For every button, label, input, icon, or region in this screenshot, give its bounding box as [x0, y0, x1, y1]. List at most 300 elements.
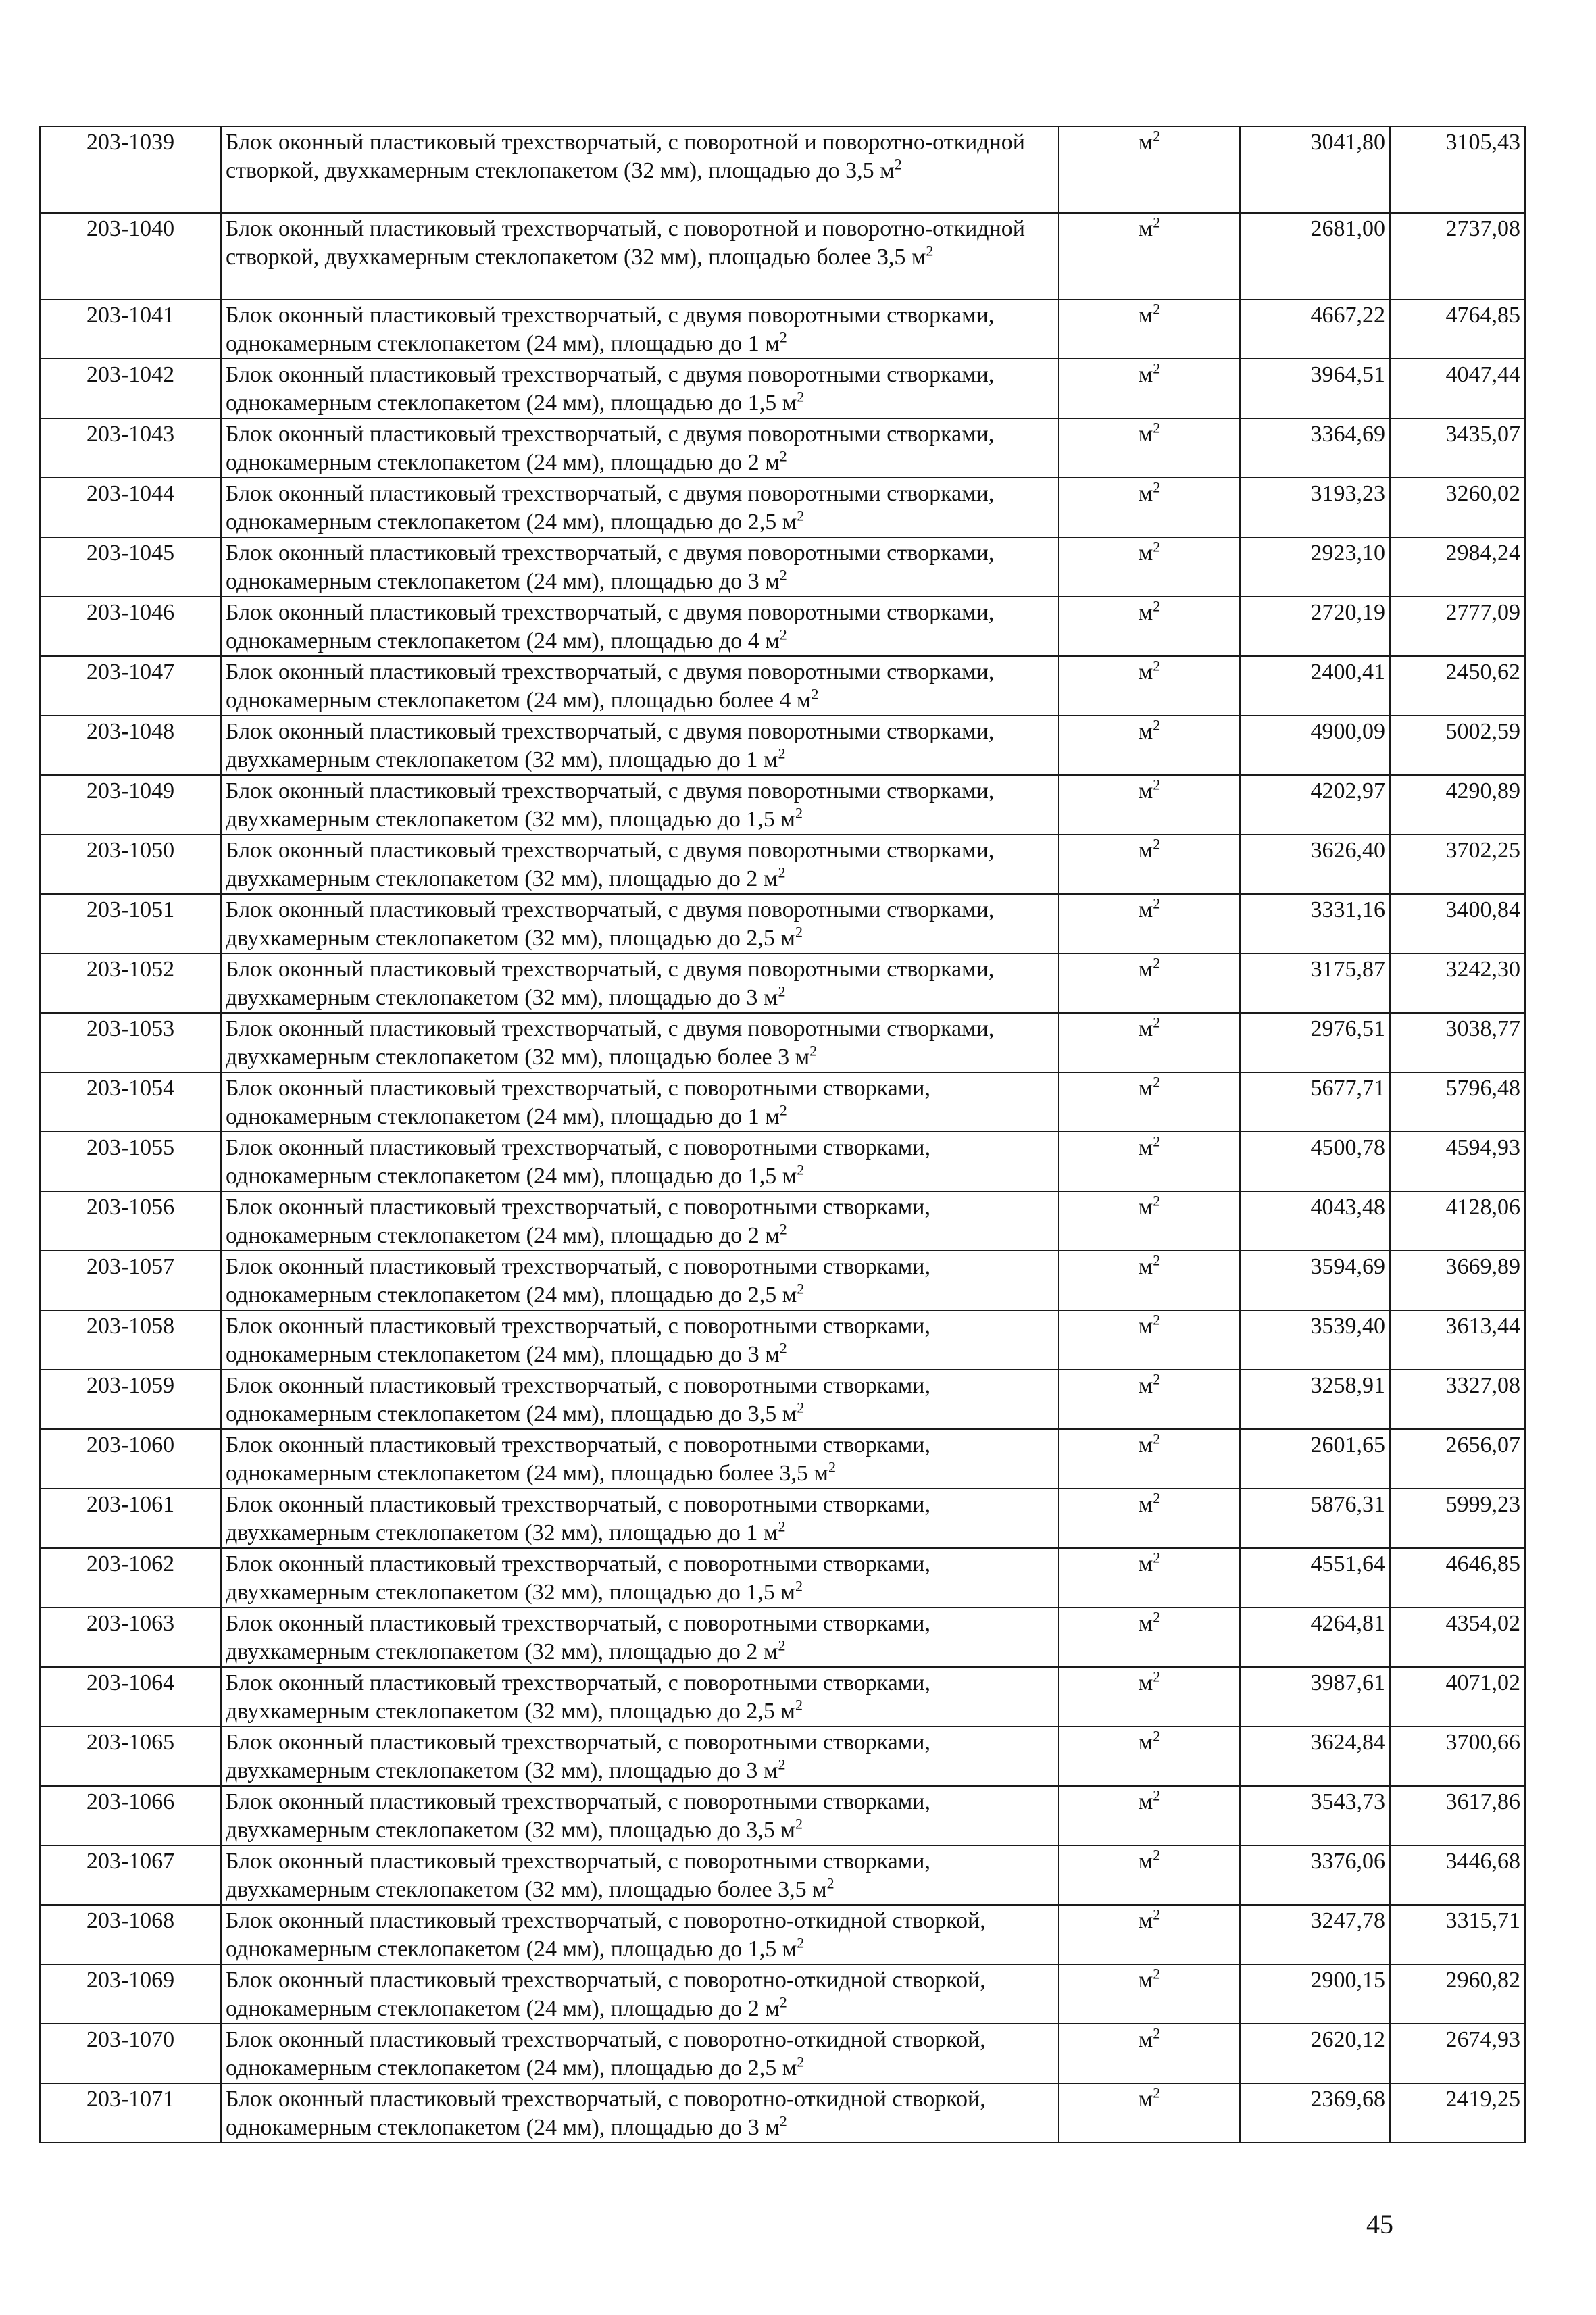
- exponent: 2: [778, 982, 786, 1000]
- exponent: 2: [779, 626, 787, 643]
- price-value-2: 4071,02: [1390, 1667, 1525, 1726]
- item-code: 203-1045: [40, 537, 221, 597]
- item-code: 203-1044: [40, 478, 221, 537]
- table-row: [40, 1429, 1525, 1489]
- table-row: [40, 775, 1525, 835]
- price-value-2: 3669,89: [1390, 1251, 1525, 1310]
- item-code: 203-1054: [40, 1072, 221, 1132]
- item-description: [221, 1905, 1059, 1964]
- unit-cell: [1059, 1964, 1240, 2024]
- description-text: Блок оконный пластиковый трехстворчатый, с поворотными створками, двухкамерным стеклопакетом (32 мм), площадью до 1 м: [226, 1492, 930, 1545]
- table-row: [40, 953, 1525, 1013]
- unit-cell: [1059, 894, 1240, 953]
- unit-text: м: [1138, 1551, 1153, 1576]
- unit-cell: [1059, 359, 1240, 418]
- unit-exponent: 2: [1153, 1727, 1161, 1745]
- item-description: [221, 1013, 1059, 1072]
- description-text: Блок оконный пластиковый трехстворчатый, с поворотными створками, однокамерным стеклопакетом (24 мм), площадью до 1 м: [226, 1076, 930, 1129]
- exponent: 2: [926, 242, 934, 259]
- table-row: [40, 1964, 1525, 2024]
- unit-text: м: [1138, 1314, 1153, 1339]
- price-value-1: 3626,40: [1240, 835, 1390, 894]
- price-value-1: 3041,80: [1240, 126, 1390, 213]
- unit-exponent: 2: [1153, 1906, 1161, 1923]
- price-value-1: 3543,73: [1240, 1786, 1390, 1845]
- exponent: 2: [797, 2053, 805, 2070]
- item-description: [221, 953, 1059, 1013]
- unit-text: м: [1138, 1135, 1153, 1160]
- item-code: 203-1039: [40, 126, 221, 213]
- description-text: Блок оконный пластиковый трехстворчатый, с поворотными створками, двухкамерным стеклопакетом (32 мм), площадью до 3 м: [226, 1730, 930, 1783]
- unit-cell: [1059, 656, 1240, 716]
- item-code: 203-1063: [40, 1608, 221, 1667]
- price-value-2: 2419,25: [1390, 2083, 1525, 2143]
- unit-text: м: [1138, 957, 1153, 982]
- item-description: [221, 478, 1059, 537]
- description-text: Блок оконный пластиковый трехстворчатый, с поворотно-откидной створкой, однокамерным стеклопакетом (24 мм), площадью до 2 м: [226, 1968, 986, 2021]
- description-text: Блок оконный пластиковый трехстворчатый, с двумя поворотными створками, двухкамерным стеклопакетом (32 мм), площадью до 3 м: [226, 957, 995, 1010]
- item-code: 203-1060: [40, 1429, 221, 1489]
- unit-text: м: [1138, 481, 1153, 506]
- unit-cell: [1059, 597, 1240, 656]
- item-description: [221, 716, 1059, 775]
- unit-cell: [1059, 1726, 1240, 1786]
- unit-exponent: 2: [1153, 1430, 1161, 1447]
- unit-exponent: 2: [1153, 1846, 1161, 1864]
- price-value-2: 3105,43: [1390, 126, 1525, 213]
- exponent: 2: [779, 566, 787, 584]
- unit-cell: [1059, 1548, 1240, 1608]
- description-text: Блок оконный пластиковый трехстворчатый, с поворотными створками, однокамерным стеклопакетом (24 мм), площадью до 1,5 м: [226, 1135, 930, 1189]
- table-row: [40, 1132, 1525, 1191]
- description-text: Блок оконный пластиковый трехстворчатый, с поворотно-откидной створкой, однокамерным стеклопакетом (24 мм), площадью до 1,5 м: [226, 1908, 986, 1962]
- price-value-2: 5002,59: [1390, 716, 1525, 775]
- price-value-1: 2900,15: [1240, 1964, 1390, 2024]
- item-description: [221, 1608, 1059, 1667]
- table-row: [40, 597, 1525, 656]
- price-value-1: 2620,12: [1240, 2024, 1390, 2083]
- unit-exponent: 2: [1153, 1489, 1161, 1507]
- table-row: [40, 1726, 1525, 1786]
- price-value-2: 2674,93: [1390, 2024, 1525, 2083]
- price-value-1: 3376,06: [1240, 1845, 1390, 1905]
- price-value-2: 4764,85: [1390, 299, 1525, 359]
- price-value-2: 4128,06: [1390, 1191, 1525, 1251]
- table-row: [40, 1251, 1525, 1310]
- exponent: 2: [811, 685, 819, 703]
- price-value-2: 2960,82: [1390, 1964, 1525, 2024]
- item-description: [221, 1310, 1059, 1370]
- unit-exponent: 2: [1153, 300, 1161, 318]
- item-description: [221, 1072, 1059, 1132]
- item-description: [221, 418, 1059, 478]
- description-text: Блок оконный пластиковый трехстворчатый, с двумя поворотными створками, однокамерным стеклопакетом (24 мм), площадью более 4 м: [226, 659, 995, 713]
- table-row: [40, 1489, 1525, 1548]
- description-text: Блок оконный пластиковый трехстворчатый, с поворотными створками, двухкамерным стеклопакетом (32 мм), площадью до 3,5 м: [226, 1789, 930, 1843]
- price-value-1: 4667,22: [1240, 299, 1390, 359]
- price-value-2: 2737,08: [1390, 213, 1525, 299]
- price-value-2: 3700,66: [1390, 1726, 1525, 1786]
- unit-exponent: 2: [1153, 538, 1161, 555]
- description-text: Блок оконный пластиковый трехстворчатый, с поворотно-откидной створкой, однокамерным стеклопакетом (24 мм), площадью до 3 м: [226, 2087, 986, 2140]
- price-value-1: 4202,97: [1240, 775, 1390, 835]
- unit-cell: [1059, 1251, 1240, 1310]
- item-description: [221, 656, 1059, 716]
- unit-exponent: 2: [1153, 1251, 1161, 1269]
- price-value-2: 3260,02: [1390, 478, 1525, 537]
- price-value-2: 3315,71: [1390, 1905, 1525, 1964]
- item-code: 203-1062: [40, 1548, 221, 1608]
- price-value-1: 3331,16: [1240, 894, 1390, 953]
- description-text: Блок оконный пластиковый трехстворчатый, с двумя поворотными створками, однокамерным стеклопакетом (24 мм), площадью до 1 м: [226, 303, 995, 356]
- price-value-1: 5677,71: [1240, 1072, 1390, 1132]
- unit-exponent: 2: [1153, 776, 1161, 793]
- unit-text: м: [1138, 778, 1153, 803]
- unit-text: м: [1138, 897, 1153, 922]
- item-code: 203-1040: [40, 213, 221, 299]
- price-value-1: 5876,31: [1240, 1489, 1390, 1548]
- table-row: [40, 1905, 1525, 1964]
- unit-exponent: 2: [1153, 1014, 1161, 1031]
- item-description: [221, 1667, 1059, 1726]
- price-value-2: 3446,68: [1390, 1845, 1525, 1905]
- exponent: 2: [797, 507, 805, 524]
- table-row: [40, 213, 1525, 299]
- price-value-1: 2601,65: [1240, 1429, 1390, 1489]
- exponent: 2: [809, 1042, 818, 1060]
- unit-text: м: [1138, 541, 1153, 566]
- description-text: Блок оконный пластиковый трехстворчатый, с двумя поворотными створками, однокамерным стеклопакетом (24 мм), площадью до 3 м: [226, 541, 995, 594]
- item-description: [221, 2083, 1059, 2143]
- exponent: 2: [779, 328, 787, 346]
- unit-cell: [1059, 1845, 1240, 1905]
- unit-cell: [1059, 1786, 1240, 1845]
- unit-exponent: 2: [1153, 127, 1161, 145]
- unit-exponent: 2: [1153, 1668, 1161, 1685]
- unit-text: м: [1138, 1076, 1153, 1101]
- exponent: 2: [795, 804, 803, 822]
- unit-text: м: [1138, 1849, 1153, 1874]
- price-value-1: 2369,68: [1240, 2083, 1390, 2143]
- unit-exponent: 2: [1153, 1787, 1161, 1804]
- item-code: 203-1068: [40, 1905, 221, 1964]
- unit-text: м: [1138, 1670, 1153, 1695]
- item-description: [221, 2024, 1059, 2083]
- unit-exponent: 2: [1153, 1549, 1161, 1566]
- item-description: [221, 1786, 1059, 1845]
- price-value-2: 4646,85: [1390, 1548, 1525, 1608]
- item-code: 203-1055: [40, 1132, 221, 1191]
- description-text: Блок оконный пластиковый трехстворчатый, с поворотными створками, однокамерным стеклопакетом (24 мм), площадью до 2 м: [226, 1195, 930, 1248]
- table-row: [40, 1310, 1525, 1370]
- price-value-2: 4290,89: [1390, 775, 1525, 835]
- exponent: 2: [779, 2112, 787, 2130]
- unit-text: м: [1138, 1433, 1153, 1458]
- exponent: 2: [797, 388, 805, 405]
- price-value-1: 3193,23: [1240, 478, 1390, 537]
- item-code: 203-1066: [40, 1786, 221, 1845]
- description-text: Блок оконный пластиковый трехстворчатый, с поворотными створками, однокамерным стеклопакетом (24 мм), площадью до 2,5 м: [226, 1254, 930, 1308]
- item-code: 203-1046: [40, 597, 221, 656]
- unit-cell: [1059, 1310, 1240, 1370]
- item-code: 203-1048: [40, 716, 221, 775]
- unit-text: м: [1138, 303, 1153, 328]
- unit-text: м: [1138, 838, 1153, 863]
- item-code: 203-1059: [40, 1370, 221, 1429]
- unit-exponent: 2: [1153, 1311, 1161, 1328]
- description-text: Блок оконный пластиковый трехстворчатый, с поворотными створками, двухкамерным стеклопакетом (32 мм), площадью более 3,5 м: [226, 1849, 930, 1902]
- description-text: Блок оконный пластиковый трехстворчатый, с поворотными створками, однокамерным стеклопакетом (24 мм), площадью более 3,5 м: [226, 1433, 930, 1486]
- description-text: Блок оконный пластиковый трехстворчатый, с двумя поворотными створками, двухкамерным стеклопакетом (32 мм), площадью до 1,5 м: [226, 778, 995, 832]
- price-value-2: 5999,23: [1390, 1489, 1525, 1548]
- unit-exponent: 2: [1153, 1132, 1161, 1150]
- price-value-1: 2976,51: [1240, 1013, 1390, 1072]
- exponent: 2: [795, 1696, 803, 1714]
- exponent: 2: [779, 1101, 787, 1119]
- item-code: 203-1058: [40, 1310, 221, 1370]
- item-description: [221, 1845, 1059, 1905]
- table-row: [40, 1191, 1525, 1251]
- item-description: [221, 1548, 1059, 1608]
- description-text: Блок оконный пластиковый трехстворчатый, с поворотными створками, двухкамерным стеклопакетом (32 мм), площадью до 2,5 м: [226, 1670, 930, 1724]
- price-value-2: 3613,44: [1390, 1310, 1525, 1370]
- exponent: 2: [778, 745, 786, 762]
- price-value-2: 3327,08: [1390, 1370, 1525, 1429]
- exponent: 2: [779, 1339, 787, 1357]
- exponent: 2: [778, 1637, 786, 1654]
- unit-exponent: 2: [1153, 1608, 1161, 1626]
- unit-exponent: 2: [1153, 214, 1161, 231]
- description-text: Блок оконный пластиковый трехстворчатый, с двумя поворотными створками, однокамерным стеклопакетом (24 мм), площадью до 4 м: [226, 600, 995, 653]
- unit-text: м: [1138, 130, 1153, 155]
- price-value-2: 3242,30: [1390, 953, 1525, 1013]
- item-code: 203-1042: [40, 359, 221, 418]
- unit-text: м: [1138, 1254, 1153, 1279]
- unit-exponent: 2: [1153, 359, 1161, 377]
- exponent: 2: [778, 864, 786, 881]
- table-row: [40, 537, 1525, 597]
- item-description: [221, 1429, 1059, 1489]
- unit-exponent: 2: [1153, 2024, 1161, 2042]
- table-row: [40, 126, 1525, 213]
- description-text: Блок оконный пластиковый трехстворчатый, с поворотной и поворотно-откидной створкой, двухкамерным стеклопакетом (32 мм), площадью до 3,5 м: [226, 130, 1025, 183]
- price-value-1: 3594,69: [1240, 1251, 1390, 1310]
- unit-text: м: [1138, 600, 1153, 625]
- exponent: 2: [797, 1399, 805, 1416]
- table-row: [40, 418, 1525, 478]
- description-text: Блок оконный пластиковый трехстворчатый, с двумя поворотными створками, однокамерным стеклопакетом (24 мм), площадью до 2,5 м: [226, 481, 995, 534]
- table-row: [40, 1013, 1525, 1072]
- item-code: 203-1049: [40, 775, 221, 835]
- unit-exponent: 2: [1153, 657, 1161, 674]
- price-value-1: 2681,00: [1240, 213, 1390, 299]
- item-description: [221, 775, 1059, 835]
- price-value-2: 2656,07: [1390, 1429, 1525, 1489]
- unit-cell: [1059, 716, 1240, 775]
- table-row: [40, 1786, 1525, 1845]
- unit-text: м: [1138, 362, 1153, 387]
- exponent: 2: [797, 1934, 805, 1951]
- table-row: [40, 2083, 1525, 2143]
- item-description: [221, 1726, 1059, 1786]
- unit-text: м: [1138, 1195, 1153, 1220]
- table-row: [40, 478, 1525, 537]
- price-value-1: 4500,78: [1240, 1132, 1390, 1191]
- unit-exponent: 2: [1153, 1073, 1161, 1091]
- item-code: 203-1051: [40, 894, 221, 953]
- unit-cell: [1059, 835, 1240, 894]
- table-row: [40, 835, 1525, 894]
- description-text: Блок оконный пластиковый трехстворчатый, с двумя поворотными створками, двухкамерным стеклопакетом (32 мм), площадью более 3 м: [226, 1016, 995, 1070]
- price-value-1: 3364,69: [1240, 418, 1390, 478]
- item-code: 203-1056: [40, 1191, 221, 1251]
- price-value-1: 4043,48: [1240, 1191, 1390, 1251]
- item-code: 203-1064: [40, 1667, 221, 1726]
- unit-cell: [1059, 1667, 1240, 1726]
- unit-cell: [1059, 1429, 1240, 1489]
- exponent: 2: [779, 1993, 787, 2011]
- price-value-2: 4047,44: [1390, 359, 1525, 418]
- exponent: 2: [778, 1518, 786, 1535]
- unit-text: м: [1138, 1016, 1153, 1041]
- item-description: [221, 894, 1059, 953]
- unit-cell: [1059, 299, 1240, 359]
- unit-cell: [1059, 1370, 1240, 1429]
- unit-text: м: [1138, 1908, 1153, 1933]
- table-row: [40, 716, 1525, 775]
- price-table: [39, 126, 1526, 2143]
- unit-text: м: [1138, 1730, 1153, 1755]
- unit-exponent: 2: [1153, 2084, 1161, 2101]
- exponent: 2: [795, 923, 803, 941]
- description-text: Блок оконный пластиковый трехстворчатый, с поворотной и поворотно-откидной створкой, двухкамерным стеклопакетом (32 мм), площадью более 3,5 м: [226, 216, 1025, 270]
- unit-cell: [1059, 126, 1240, 213]
- item-code: 203-1041: [40, 299, 221, 359]
- description-text: Блок оконный пластиковый трехстворчатый, с двумя поворотными створками, однокамерным стеклопакетом (24 мм), площадью до 1,5 м: [226, 362, 995, 416]
- unit-text: м: [1138, 216, 1153, 241]
- price-value-1: 2720,19: [1240, 597, 1390, 656]
- exponent: 2: [795, 1577, 803, 1595]
- item-code: 203-1047: [40, 656, 221, 716]
- item-description: [221, 1132, 1059, 1191]
- description-text: Блок оконный пластиковый трехстворчатый, с поворотно-откидной створкой, однокамерным стеклопакетом (24 мм), площадью до 2,5 м: [226, 2027, 986, 2081]
- unit-cell: [1059, 1489, 1240, 1548]
- exponent: 2: [797, 1280, 805, 1297]
- description-text: Блок оконный пластиковый трехстворчатый, с двумя поворотными створками, двухкамерным стеклопакетом (32 мм), площадью до 2,5 м: [226, 897, 995, 951]
- item-description: [221, 537, 1059, 597]
- unit-exponent: 2: [1153, 478, 1161, 496]
- unit-cell: [1059, 953, 1240, 1013]
- exponent: 2: [797, 1161, 805, 1178]
- unit-exponent: 2: [1153, 419, 1161, 437]
- exponent: 2: [795, 1815, 803, 1833]
- unit-text: м: [1138, 659, 1153, 684]
- item-description: [221, 299, 1059, 359]
- page-number: 45: [1366, 2209, 1393, 2239]
- item-code: 203-1061: [40, 1489, 221, 1548]
- price-value-1: 4551,64: [1240, 1548, 1390, 1608]
- table-row: [40, 1548, 1525, 1608]
- unit-exponent: 2: [1153, 954, 1161, 972]
- exponent: 2: [828, 1458, 836, 1476]
- item-description: [221, 1964, 1059, 2024]
- price-value-2: 3617,86: [1390, 1786, 1525, 1845]
- table-row: [40, 1667, 1525, 1726]
- description-text: Блок оконный пластиковый трехстворчатый, с поворотными створками, двухкамерным стеклопакетом (32 мм), площадью до 1,5 м: [226, 1551, 930, 1605]
- price-value-2: 3400,84: [1390, 894, 1525, 953]
- unit-exponent: 2: [1153, 597, 1161, 615]
- unit-text: м: [1138, 1611, 1153, 1636]
- unit-text: м: [1138, 2087, 1153, 2112]
- price-value-2: 5796,48: [1390, 1072, 1525, 1132]
- exponent: 2: [779, 1220, 787, 1238]
- exponent: 2: [826, 1874, 834, 1892]
- table-row: [40, 2024, 1525, 2083]
- unit-text: м: [1138, 1968, 1153, 1993]
- price-value-1: 4264,81: [1240, 1608, 1390, 1667]
- item-code: 203-1052: [40, 953, 221, 1013]
- description-text: Блок оконный пластиковый трехстворчатый, с поворотными створками, однокамерным стеклопакетом (24 мм), площадью до 3 м: [226, 1314, 930, 1367]
- unit-text: м: [1138, 422, 1153, 447]
- unit-cell: [1059, 418, 1240, 478]
- item-code: 203-1050: [40, 835, 221, 894]
- price-value-2: 3435,07: [1390, 418, 1525, 478]
- unit-exponent: 2: [1153, 1965, 1161, 1983]
- exponent: 2: [779, 447, 787, 465]
- unit-text: м: [1138, 719, 1153, 744]
- description-text: Блок оконный пластиковый трехстворчатый, с двумя поворотными створками, двухкамерным стеклопакетом (32 мм), площадью до 1 м: [226, 719, 995, 772]
- item-code: 203-1069: [40, 1964, 221, 2024]
- price-value-1: 3175,87: [1240, 953, 1390, 1013]
- price-value-1: 3624,84: [1240, 1726, 1390, 1786]
- exponent: 2: [778, 1756, 786, 1773]
- item-description: [221, 359, 1059, 418]
- table-row: [40, 1072, 1525, 1132]
- table-row: [40, 359, 1525, 418]
- price-value-2: 3038,77: [1390, 1013, 1525, 1072]
- price-value-1: 3964,51: [1240, 359, 1390, 418]
- table-row: [40, 1608, 1525, 1667]
- unit-cell: [1059, 478, 1240, 537]
- table-row: [40, 1370, 1525, 1429]
- description-text: Блок оконный пластиковый трехстворчатый, с двумя поворотными створками, двухкамерным стеклопакетом (32 мм), площадью до 2 м: [226, 838, 995, 891]
- item-description: [221, 213, 1059, 299]
- price-value-1: 4900,09: [1240, 716, 1390, 775]
- price-value-2: 4354,02: [1390, 1608, 1525, 1667]
- price-value-2: 2450,62: [1390, 656, 1525, 716]
- price-value-1: 2400,41: [1240, 656, 1390, 716]
- unit-cell: [1059, 1191, 1240, 1251]
- description-text: Блок оконный пластиковый трехстворчатый, с поворотными створками, однокамерным стеклопакетом (24 мм), площадью до 3,5 м: [226, 1373, 930, 1426]
- table-row: [40, 894, 1525, 953]
- unit-cell: [1059, 1905, 1240, 1964]
- price-value-1: 3539,40: [1240, 1310, 1390, 1370]
- unit-cell: [1059, 775, 1240, 835]
- unit-text: м: [1138, 1789, 1153, 1814]
- item-description: [221, 1370, 1059, 1429]
- item-code: 203-1057: [40, 1251, 221, 1310]
- price-value-1: 3258,91: [1240, 1370, 1390, 1429]
- item-code: 203-1053: [40, 1013, 221, 1072]
- unit-exponent: 2: [1153, 716, 1161, 734]
- table-row: [40, 656, 1525, 716]
- unit-cell: [1059, 1132, 1240, 1191]
- price-value-1: 2923,10: [1240, 537, 1390, 597]
- table-row: [40, 299, 1525, 359]
- unit-exponent: 2: [1153, 835, 1161, 853]
- unit-cell: [1059, 1072, 1240, 1132]
- item-description: [221, 597, 1059, 656]
